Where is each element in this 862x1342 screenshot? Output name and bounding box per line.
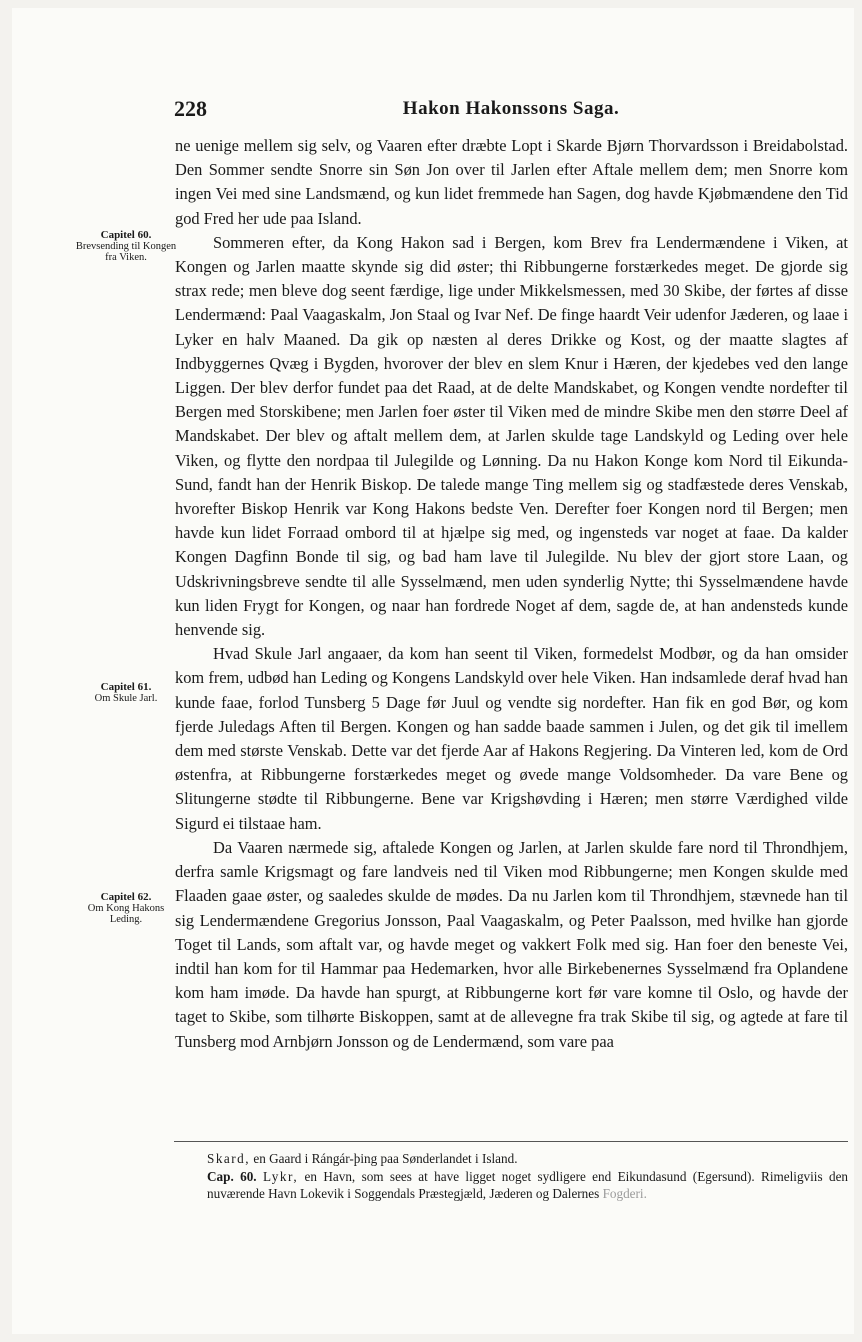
sidenote-chapter-61	[74, 682, 178, 704]
running-title: Hakon Hakonssons Saga.	[402, 98, 620, 119]
page-number: 228	[174, 96, 207, 121]
paragraph: ne uenige mellem sig selv, og Vaaren efter dræbte Lopt i Skarde Bjørn Thorvardsson i Breidabolstad. Den Sommer sendte Snorre sin Søn Jon over til Jarlen efter Aftale mellem dem; men Snorre kom ingen Vei med sine Landsmænd, og kun lidet fremmede han Sagen, dog havde Kjøbmændene den Tid god Fred her ude paa Island.	[175, 136, 848, 228]
footnote-text-tail: Fogderi.	[602, 1186, 647, 1202]
paragraph: Da Vaaren nærmede sig, aftalede Kongen og Jarlen, at Jarlen skulde fare nord til Throndhjem, derfra samle Krigsmagt og fare landveis ned til Viken mod Ribbungerne; men Kongen skulde med Flaaden gaae øster, og saaledes skulde de mødes. Da nu Jarlen kom til Throndhjem, stævnede han til sig Lendermændene Gregorius Jonsson, Paal Vaagaskalm, og Peter Paalsson, med hvilke han gjorde Toget til Lands, som aftalt var, og havde meget og vakkert Folk med sig. Han foer den beneste Vei, indtil han kom for til Hammar paa Hedemarken, hvor alle Birkebenernes Sysselmænd fra Oplandene kom ham imøde. Da havde han spurgt, at Ribbungerne kort før vare komne til Oslo, og havde der taget to Skibe, som tilhørte Biskoppen, samt at de allevegne fra trak Skibe til sig, og agtede at fare til Tunsberg mod Arnbjørn Jonsson og de Lendermænd, som vare paa	[175, 837, 848, 1051]
sidenote-chapter: Capitel 62.	[100, 891, 152, 903]
book-page	[12, 8, 854, 1334]
sidenote-subject: Brevsending til Kongen fra Viken.	[75, 241, 177, 263]
page-header	[174, 96, 848, 126]
body-text	[175, 134, 848, 1054]
footnote	[175, 1168, 848, 1203]
footnote-chapter: Cap. 60.	[207, 1168, 257, 1184]
footnote-text: en Gaard i Rángár-þing paa Sønderlandet i Island.	[253, 1151, 518, 1166]
sidenote-chapter-60	[74, 230, 178, 263]
footnote-divider	[174, 1141, 848, 1142]
sidenote-subject: Om Kong Hakons Leding.	[87, 903, 165, 925]
footnote-text: en Havn, som sees at have ligget noget sydligere end Eikundasund (Egersund). Rimeligviis den nuværende Havn Lokevik i Soggendals Præstegjæld, Jæderen og Dalernes	[207, 1168, 849, 1202]
footnote-term: Lykr,	[262, 1168, 299, 1184]
sidenote-chapter: Capitel 61.	[100, 681, 152, 693]
footnote	[175, 1150, 848, 1168]
footnote-term: Skard,	[207, 1151, 251, 1166]
paragraph: Hvad Skule Jarl angaaer, da kom han seent til Viken, formedelst Modbør, og da han omsider kom frem, udbød han Leding og Kongens Landskyld over hele Viken. Han indsamlede deraf hvad han kunde faae, forlod Tunsberg 5 Dage før Juul og vendte sig nordefter. Han fik en god Bør, og kom fjerde Juledags Aften til Bergen. Kongen og han sadde baade sammen i Julen, og det gik til imellem dem med største Venskab. Dette var det fjerde Aar af Hakons Regjering. Da Vinteren led, kom de Ord østenfra, at Ribbungerne forstærkedes meget og øvede mange Voldsomheder. Da vare Bene og Slitungerne stødte til Ribbungerne. Bene var Krigshøvding i Hæren; men større Værdighed vilde Sigurd ei tilstaae ham.	[175, 644, 848, 833]
sidenote-chapter-62	[74, 892, 178, 925]
paragraph: Sommeren efter, da Kong Hakon sad i Bergen, kom Brev fra Lendermændene i Viken, at Kongen og Jarlen maatte skynde sig did øster; thi Ribbungerne forstærkedes meget. De gjorde sig strax rede; men bleve dog seent færdige, lige under Mikkelsmessen, med 30 Skibe, der førtes af disse Lendermænd: Paal Vaagaskalm, Jon Staal og Ivar Nef. De finge haardt Veir udenfor Jæderen, og laae i Lyker en halv Maaned. Da gik op næsten al deres Drikke og Kost, og der maatte slagtes af Indbyggernes Qvæg i Bygden, hvorover der blev en slem Knur i Hæren, der kjedebes ved den lange Liggen. Der blev derfor fundet paa det Raad, at de delte Mandskabet, og Kongen vendte nordefter til Bergen med Storskibene; men Jarlen foer øster til Viken med de mindre Skibe men den større Deel af Mandskabet. Der blev og aftalt mellem dem, at Jarlen skulde tage Landskyld og Leding over hele Viken, og flytte den nordpaa til Julegilde og Lønning. Da nu Hakon Konge kom Nord til Eikunda-Sund, fandt han der Henrik Biskop. De talede mange Ting mellem sig og stadfæstede deres Venskab, hvorefter Biskop Henrik var Kong Hakons bedste Ven. Derefter foer Kongen nord til Bergen; men havde kun lidet Forraad ombord til at hjælpe sig med, og ingensteds var noget at faae. Da kalder Kongen Dagfinn Bonde til sig, og bad ham lave til Julegilde. Nu blev der gjort store Laan, og Udskrivningsbreve sendte til alle Sysselmænd, men uden synderlig Nytte; thi Sysselmændene havde kun liden Frygt for Kongen, og naar han fordrede Noget af dem, sagde de, at han andensteds kunde henvende sig.	[175, 232, 848, 640]
sidenote-chapter: Capitel 60.	[100, 229, 152, 241]
footnotes	[175, 1150, 848, 1203]
sidenote-subject: Om Skule Jarl.	[94, 693, 158, 704]
